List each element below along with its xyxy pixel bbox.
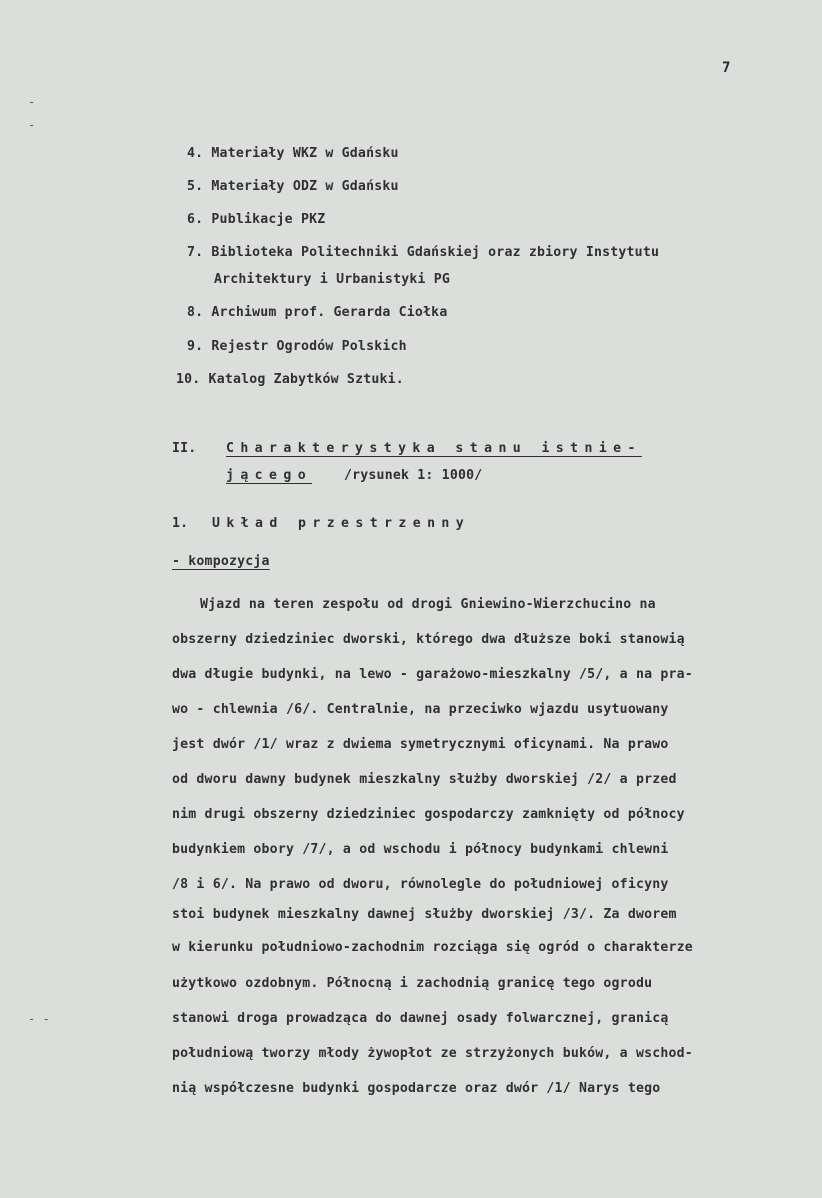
margin-mark: - - [28,1012,50,1026]
section-title: Charakterystyka stanu istnie- [226,441,642,456]
section-title-continuation: jącego [226,468,313,483]
section-title-suffix: /rysunek 1: 1000/ [344,468,483,483]
list-item: 5. Materiały ODZ w Gdańsku [187,179,399,194]
list-item: 10. Katalog Zabytków Sztuki. [176,372,404,387]
list-item: 9. Rejestr Ogrodów Polskich [187,339,407,354]
paragraph-line: Wjazd na teren zespołu od drogi Gniewino-Wierzchucino na [200,597,656,612]
paragraph-line: budynkiem obory /7/, a od wschodu i północy budynkami chlewni [172,842,669,857]
list-item-continuation: Architektury i Urbanistyki PG [214,272,451,287]
paragraph-line: południową tworzy młody żywopłot ze strzyżonych buków, a wschod- [172,1046,693,1061]
subheading: - kompozycja [172,554,270,569]
paragraph-line: obszerny dziedziniec dworski, którego dwa dłuższe boki stanowią [172,632,685,647]
paragraph-line: od dworu dawny budynek mieszkalny służby dworskiej /2/ a przed [172,772,677,787]
list-item: 7. Biblioteka Politechniki Gdańskiej oraz zbiory Instytutu [187,245,660,260]
paragraph-line: w kierunku południowo-zachodnim rozciąga się ogród o charakterze [172,940,693,955]
page-number: 7 [722,60,731,76]
paragraph-line: dwa długie budynki, na lewo - garażowo-mieszkalny /5/, a na pra- [172,667,693,682]
paragraph-line: użytkowo ozdobnym. Północną i zachodnią granicę tego ogrodu [172,976,653,991]
paragraph-line: nim drugi obszerny dziedziniec gospodarczy zamknięty od północy [172,807,685,822]
paragraph-line: nią współczesne budynki gospodarcze oraz dwór /1/ Narys tego [172,1081,661,1096]
subsection-title: Układ przestrzenny [212,516,471,531]
paragraph-line: wo - chlewnia /6/. Centralnie, na przeciwko wjazdu usytuowany [172,702,669,717]
paragraph-line: jest dwór /1/ wraz z dwiema symetrycznymi oficynami. Na prawo [172,737,669,752]
margin-mark: - [28,95,36,109]
paragraph-line: stoi budynek mieszkalny dawnej służby dworskiej /3/. Za dworem [172,907,677,922]
margin-mark: - [28,118,36,132]
section-numeral: II. [172,441,197,456]
paragraph-line: stanowi droga prowadząca do dawnej osady folwarcznej, granicą [172,1011,669,1026]
list-item: 6. Publikacje PKZ [187,212,326,227]
subsection-number: 1. [172,516,189,531]
list-item: 4. Materiały WKZ w Gdańsku [187,146,399,161]
paragraph-line: /8 i 6/. Na prawo od dworu, równolegle do południowej oficyny [172,877,669,892]
list-item: 8. Archiwum prof. Gerarda Ciołka [187,305,448,320]
